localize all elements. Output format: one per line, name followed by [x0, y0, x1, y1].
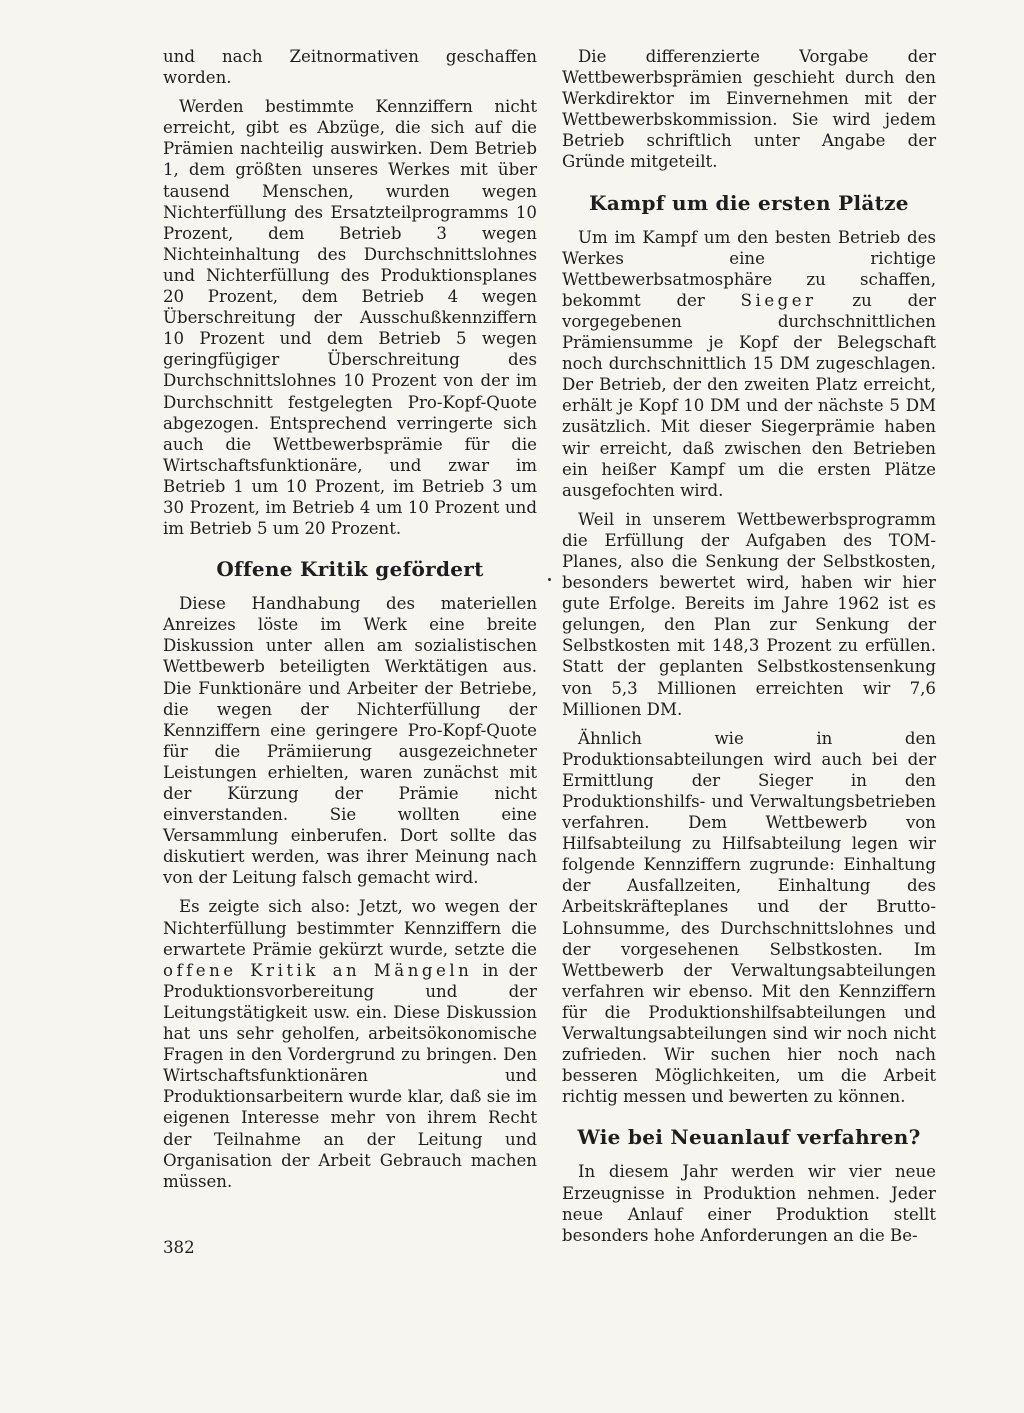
paragraph: [163, 896, 537, 1191]
emphasized-text: Sieger: [740, 290, 817, 310]
left-column: [163, 46, 537, 1200]
emphasized-text: offene Kritik an Mängeln: [163, 960, 473, 980]
text-run: in der Produktionsvorbereitung und der Leitungstätigkeit usw. ein. Diese Diskussion hat uns sehr geholfen, arbeitsökonomische Fragen in den Vordergrund zu bringen. Den Wirtschaftsfunktionären und Produktionsarbeitern wurde klar, daß sie im eigenen Interesse mehr von ihrem Recht der Teilnahme an der Leitung und Organisation der Arbeit Gebrauch machen müssen.: [163, 960, 538, 1191]
paragraph: In diesem Jahr werden wir vier neue Erzeugnisse in Produktion nehmen. Jeder neue Anlauf einer Produktion stellt besonders hohe Anforderungen an die Be-: [562, 1162, 936, 1245]
paragraph: Die differenzierte Vorgabe der Wettbewerbsprämien geschieht durch den Werkdirektor im Einvernehmen mit der Wettbewerbskommission. Sie wird jedem Betrieb schriftlich unter Angabe der Gründe mitgeteilt.: [562, 47, 936, 172]
paragraph: [562, 227, 936, 501]
section-heading: Kampf um die ersten Plätze: [589, 190, 909, 215]
paragraph: Werden bestimmte Kennziffern nicht erreicht, gibt es Abzüge, die sich auf die Prämien nachteilig auswirken. Dem Betrieb 1, dem größten unseres Werkes mit über tausend Menschen, wurden wegen Nichterfüllung des Ersatzteilprogramms 10 Prozent, dem Betrieb 3 wegen Nichteinhaltung des Durchschnittslohnes und Nichterfüllung des Produktionsplanes 20 Prozent, dem Betrieb 4 wegen Überschreitung der Ausschußkennziffern 10 Prozent und dem Betrieb 5 wegen geringfügiger Überschreitung des Durchschnittslohnes 10 Prozent von der im Durchschnitt festgelegten Pro-Kopf-Quote abgezogen. Entsprechend verringerte sich auch die Wettbewerbsprämie für die Wirtschaftsfunktionäre, und zwar im Betrieb 1 um 10 Prozent, im Betrieb 3 um 30 Prozent, im Betrieb 4 um 10 Prozent und im Betrieb 5 um 20 Prozent.: [163, 97, 537, 539]
section-heading: Offene Kritik gefördert: [216, 557, 484, 582]
paragraph: Ähnlich wie in den Produktionsabteilungen wird auch bei der Ermittlung der Sieger in den Produktionshilfs- und Verwaltungsbetrieben verfahren. Dem Wettbewerb von Hilfsabteilung zu Hilfsabteilung legen wir folgende Kennziffern zugrunde: Einhaltung der Ausfallzeiten, Einhaltung des Arbeitskräfteplanes und der Brutto-Lohnsumme, des Durchschnittslohnes und der vorgesehenen Selbstkosten. Im Wettbewerb der Verwaltungsabteilungen verfahren wir ebenso. Mit den Kennziffern für die Produktionshilfsabteilungen und Verwaltungsabteilungen sind wir noch nicht zufrieden. Wir suchen hier noch nach besseren Möglichkeiten, um die Arbeit richtig messen und bewerten zu können.: [562, 728, 936, 1107]
page-number: 382: [163, 1238, 195, 1257]
text-run: Um im Kampf um den besten Betrieb des Werkes eine richtige Wettbewerbsatmosphäre zu schaffen, bekommt der: [562, 227, 936, 310]
paragraph: Weil in unserem Wettbewerbsprogramm die Erfüllung der Aufgaben des TOM-Planes, also die Senkung der Selbstkosten, besonders bewertet wird, haben wir hier gute Erfolge. Bereits im Jahre 1962 ist es gelungen, den Plan zur Senkung der Selbstkosten mit 148,3 Prozent zu erfüllen. Statt der geplanten Selbstkostensenkung von 5,3 Millionen erreichten wir 7,6 Millionen DM.: [562, 509, 936, 719]
paragraph: und nach Zeitnormativen geschaffen worden.: [163, 47, 537, 88]
paragraph: Diese Handhabung des materiellen Anreizes löste im Werk eine breite Diskussion unter allen am sozialistischen Wettbewerb beteiligten Werktätigen aus. Die Funktionäre und Arbeiter der Betriebe, die wegen der Nichterfüllung der Kennziffern eine geringere Pro-Kopf-Quote für die Prämiierung ausgezeichneter Leistungen erhielten, waren zunächst mit der Kürzung der Prämie nicht einverstanden. Sie wollten eine Versammlung einberufen. Dort sollte das diskutiert werden, was ihrer Meinung nach von der Leitung falsch gemacht wird.: [163, 594, 537, 888]
right-column: [562, 46, 936, 1254]
print-speck: [548, 578, 551, 581]
text-run: Es zeigte sich also: Jetzt, wo wegen der Nichterfüllung bestimmter Kennziffern die erwartete Prämie gekürzt wurde, setzte die: [163, 897, 537, 959]
text-run: zu der vorgegebenen durchschnittlichen Prämiensumme je Kopf der Belegschaft noch durchschnittlich 15 DM zugeschlagen. Der Betrieb, der den zweiten Platz erreicht, erhält je Kopf 10 DM und der nächste 5 DM zusätzlich. Mit dieser Siegerprämie haben wir erreicht, daß zwischen den Betrieben ein heißer Kampf um die ersten Plätze ausgefochten wird.: [562, 290, 936, 500]
section-heading: Wie bei Neuanlauf verfahren?: [577, 1125, 921, 1150]
